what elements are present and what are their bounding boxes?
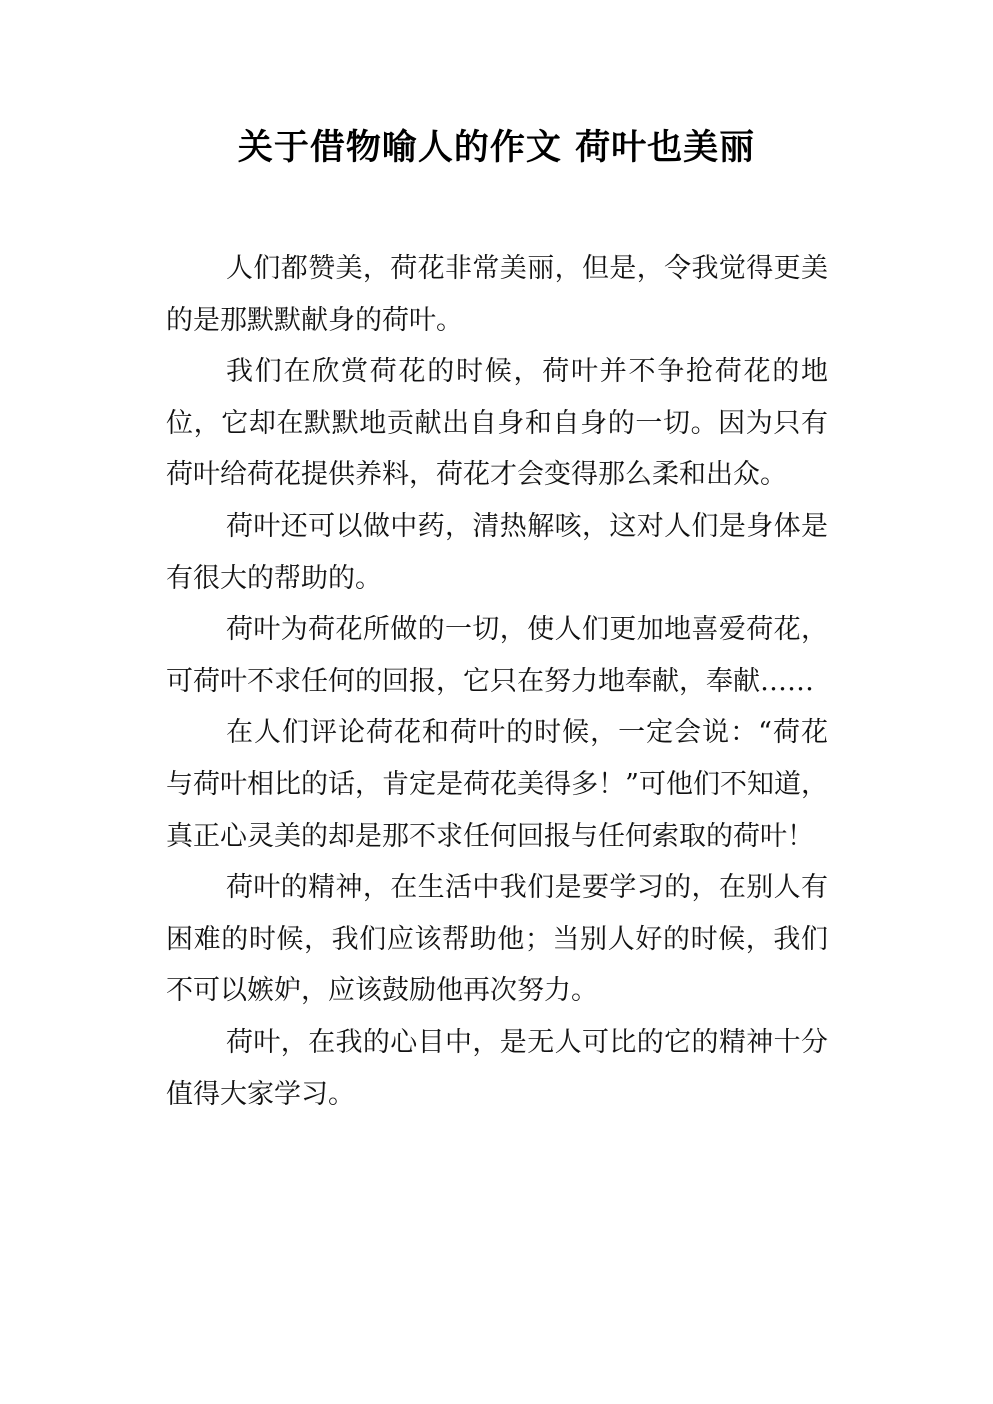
paragraph-7: 荷叶，在我的心目中，是无人可比的它的精神十分值得大家学习。 <box>166 1026 828 1110</box>
document-title: 关于借物喻人的作文 荷叶也美丽 <box>237 128 756 168</box>
paragraph-2: 我们在欣赏荷花的时候，荷叶并不争抢荷花的地位，它却在默默地贡献出自身和自身的一切。因为只有荷叶给荷花提供养料，荷花才会变得那么柔和出众。 <box>166 356 828 491</box>
document-body <box>166 243 828 1120</box>
paragraph-1: 人们都赞美，荷花非常美丽，但是，令我觉得更美的是那默默献身的荷叶。 <box>166 253 828 336</box>
paragraph-5: 在人们评论荷花和荷叶的时候，一定会说：“荷花与荷叶相比的话，肯定是荷花美得多！”可他们不知道，真正心灵美的却是那不求任何回报与任何索取的荷叶！ <box>166 717 828 852</box>
paragraph-3: 荷叶还可以做中药，清热解咳，这对人们是身体是有很大的帮助的。 <box>166 510 828 594</box>
paragraph-4: 荷叶为荷花所做的一切，使人们更加地喜爱荷花，可荷叶不求任何的回报，它只在努力地奉献，奉献…… <box>166 614 828 697</box>
paragraph-6: 荷叶的精神，在生活中我们是要学习的，在别人有困难的时候，我们应该帮助他；当别人好的时候，我们不可以嫉妒，应该鼓励他再次努力。 <box>166 872 828 1007</box>
